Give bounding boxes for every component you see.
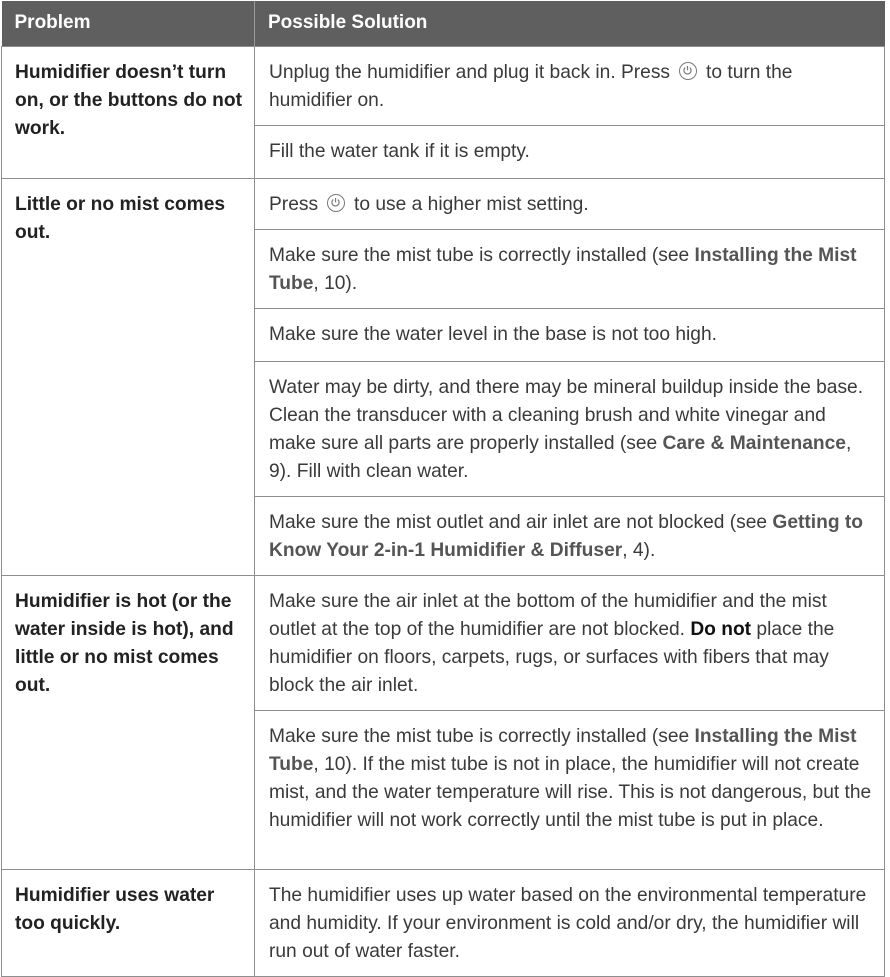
emphasis-text: Do not xyxy=(690,618,752,640)
header-row xyxy=(2,1,885,46)
solution-text: , 4). xyxy=(622,539,656,561)
solution-cell xyxy=(255,46,885,125)
solution-text: to turn the humidifier on. xyxy=(269,61,793,111)
solution-text: Make sure the mist tube is correctly installed (see xyxy=(269,725,695,747)
cross-reference: Getting to Know Your 2-in-1 Humidifier & Diffuser xyxy=(269,511,863,561)
solution-text: Make sure the air inlet at the bottom of the humidifier and the mist outlet at the top of the humidifier are not blocked. xyxy=(269,590,827,640)
solution-text: Make sure the water level in the base is not too high. xyxy=(269,323,717,345)
solution-text: to use a higher mist setting. xyxy=(354,193,589,215)
solution-text: The humidifier uses up water based on the environmental temperature and humidity. If your environment is cold and/or dry, the humidifier will run out of water faster. xyxy=(269,884,867,962)
solution-cell xyxy=(255,308,885,361)
table-row xyxy=(2,178,885,229)
solution-text: Make sure the mist outlet and air inlet are not blocked (see xyxy=(269,511,773,533)
power-icon xyxy=(327,194,345,212)
table-row xyxy=(2,575,885,710)
solution-cell xyxy=(255,125,885,178)
table-row xyxy=(2,869,885,976)
problem-cell: Humidifier doesn’t turn on, or the buttons do not work. xyxy=(2,46,255,178)
problem-cell: Humidifier uses water too quickly. xyxy=(2,869,255,976)
cross-reference: Installing the Mist Tube xyxy=(269,725,857,775)
solution-column-header: Possible Solution xyxy=(255,1,885,46)
troubleshooting-table xyxy=(1,1,885,977)
problem-column-header: Problem xyxy=(2,1,255,46)
solution-cell xyxy=(255,496,885,575)
solution-text: Fill the water tank if it is empty. xyxy=(269,140,530,162)
cross-reference: Installing the Mist Tube xyxy=(269,244,857,294)
solution-text: place the humidifier on floors, carpets, rugs, or surfaces with fibers that may block the air inlet. xyxy=(269,618,835,696)
solution-cell xyxy=(255,710,885,869)
solution-text: Unplug the humidifier and plug it back in. Press xyxy=(269,61,671,83)
solution-text: Water may be dirty, and there may be mineral buildup inside the base. Clean the transducer with a cleaning brush and white vinegar and make sure all parts are properly installed (see xyxy=(269,376,864,454)
solution-text: Press xyxy=(269,193,319,215)
solution-text: , 9). Fill with clean water. xyxy=(269,432,852,482)
problem-cell: Humidifier is hot (or the water inside is hot), and little or no mist comes out. xyxy=(2,575,255,869)
power-icon xyxy=(679,62,697,80)
problem-cell: Little or no mist comes out. xyxy=(2,178,255,575)
solution-cell xyxy=(255,229,885,308)
solution-text: , 10). If the mist tube is not in place, the humidifier will not create mist, and the water temperature will rise. This is not dangerous, but the humidifier will not work correctly until the mist tube is put in place. xyxy=(269,753,872,831)
solution-text: , 10). xyxy=(313,272,358,294)
solution-text: Make sure the mist tube is correctly installed (see xyxy=(269,244,695,266)
solution-cell xyxy=(255,575,885,710)
solution-cell xyxy=(255,361,885,496)
solution-cell xyxy=(255,869,885,976)
cross-reference: Care & Maintenance xyxy=(662,432,846,454)
table-row xyxy=(2,46,885,125)
solution-cell xyxy=(255,178,885,229)
